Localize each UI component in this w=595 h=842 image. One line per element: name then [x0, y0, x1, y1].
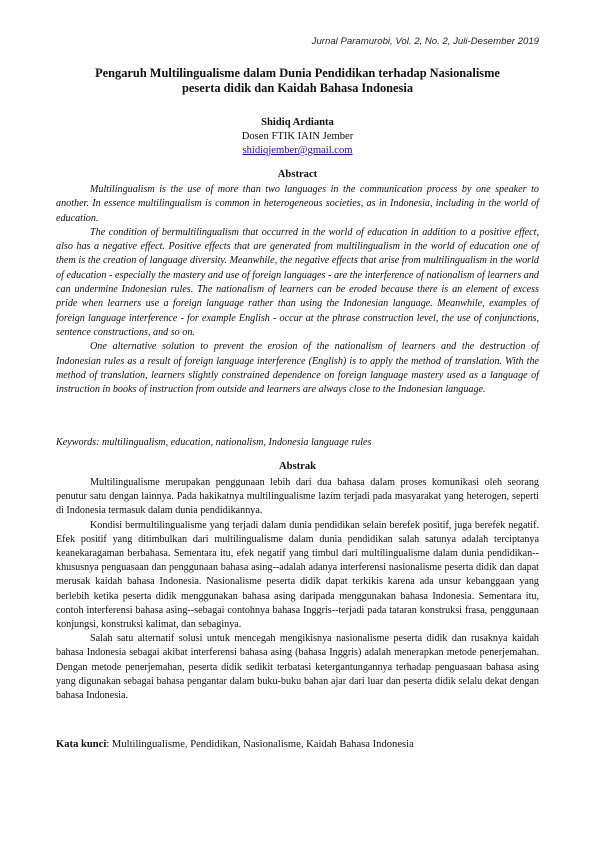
abstract-id-heading: Abstrak	[278, 461, 317, 472]
author-email-link[interactable]: shidiqjember@gmail.com	[242, 145, 353, 156]
keywords-en: Keywords: multilingualism, education, nationalism, Indonesia language rules	[56, 437, 372, 448]
abstract-id-paragraph: Multilingualisme merupakan penggunaan lebih dari dua bahasa dalam proses komunikasi oleh seorang penutur satu dengan lainnya. Pada hakikatnya multilingualisme lazim terjadi pada masyarakat yang heterogen, seperti di Indonesia termasuk dalam dunia pendidikannya.	[56, 477, 539, 517]
paper-title-line-2: peserta didik dan Kaidah Bahasa Indonesia	[181, 81, 414, 95]
keywords-id	[56, 738, 539, 752]
abstract-id-paragraph: Salah satu alternatif solusi untuk mencegah mengikisnya nasionalisme peserta didik dan rusaknya kaidah bahasa Indonesia sebagai akibat interferensi bahasa asing (bahasa Inggris) adalah menerapkan metode penerjemahan. Dengan metode penerjemahan, peserta didik sedikit terbatasi ketergantungannya terhadap penguasaan bahasa asing yang digunakan sebagai bahasa pengantar dalam buku-buku bahan ajar dari luar dan peserta didik selalu dekat dengan bahasa Indonesia.	[56, 633, 539, 702]
keywords-id-label: Kata kunci	[56, 739, 107, 750]
author-block	[56, 116, 539, 158]
journal-header: Jurnal Paramurobi, Vol. 2, No. 2, Juli-Desember 2019	[311, 36, 539, 47]
author-name: Shidiq Ardianta	[261, 117, 334, 128]
abstract-en-paragraph: Multilingualism is the use of more than two languages in the communication process by one speaker to another. In essence multilingualism is common in heterogeneous societies, as in Indonesia, including in the world of education.	[56, 184, 539, 224]
abstract-en-paragraph: The condition of bermultilingualism that occurred in the world of education in addition to a positive effect, also has a negative effect. Positive effects that are generated from multilingualism in the world of education one of them is the creation of language diversity. Meanwhile, the negative effects that arise from multilingualism in the world of education - especially the mastery and use of foreign languages - are the interference of nationalism of learners and can undermine Indonesian rules. The nationalism of learners can be eroded because there is an element of excess pride when learners use a foreign language rather than using the Indonesian language. Meanwhile, examples of foreign language interference - for example English - occur at the phrase construction level, the use of conjunctions, sentence constructions, and so on.	[56, 226, 539, 338]
abstract-id-body	[56, 476, 539, 703]
paper-title-line-1: Pengaruh Multilingualisme dalam Dunia Pendidikan terhadap Nasionalisme	[95, 66, 500, 80]
abstract-en-heading: Abstract	[277, 169, 318, 180]
author-affiliation: Dosen FTIK IAIN Jember	[241, 131, 354, 142]
abstract-id-paragraph: Kondisi bermultilingualisme yang terjadi dalam dunia pendidikan selain berefek positif, juga berefek negatif. Efek positif yang ditimbulkan dari multilingualisme dalam dunia pendidikan salah satunya adalah terciptanya keanekaragaman berbahasa. Sementara itu, efek negatif yang timbul dari multilingualisme dalam dunia pendidikan--khususnya penguasaan dan penggunaan bahasa asing--adalah adanya interferensi nasionalisme peserta didik dan dapat merusak kaidah bahasa Indonesia. Nasionalisme peserta didik dapat terkikis karena ada unsur kebanggaan yang berlebih ketika peserta didik menggunakan bahasa asing daripada menggunakan bahasa Indonesia. Sementara itu, contoh interferensi bahasa asing--sebagai contohnya bahasa Inggris--terjadi pada tataran konstruksi frasa, penggunaan konjungsi, konstruksi kalimat, dan sebaginya.	[56, 519, 539, 631]
abstract-en-body	[56, 183, 539, 397]
abstract-en-paragraph: One alternative solution to prevent the erosion of the nationalism of learners and the destruction of Indonesian rules as a result of foreign language interference (English) is to apply the method of translation. With the method of translation, learners slightly constrained dependence on foreign language mastery used as a language of instruction in books of instruction from outside and learners are always close to the Indonesian language.	[56, 341, 539, 396]
paper-title	[56, 66, 539, 96]
keywords-id-text: : Multilingualisme, Pendidikan, Nasionalisme, Kaidah Bahasa Indonesia	[106, 739, 414, 750]
